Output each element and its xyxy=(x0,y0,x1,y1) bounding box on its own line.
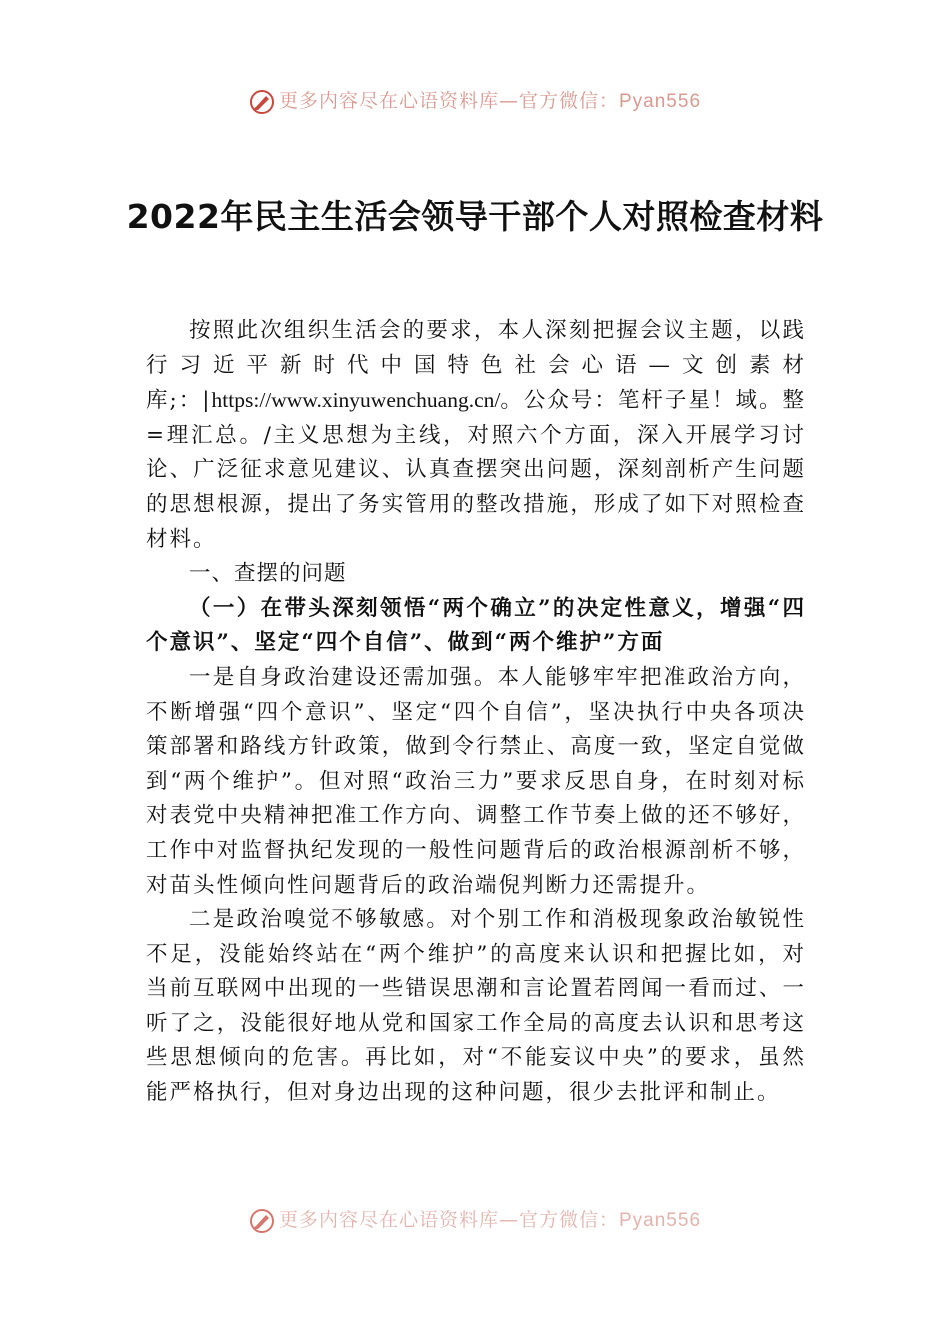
document-title: 2022年民主生活会领导干部个人对照检查材料 xyxy=(126,197,824,236)
intro-url: https://www.xinyuwenchuang.cn/ xyxy=(211,388,501,413)
pen-nib-logo-icon xyxy=(249,1208,275,1234)
body-paragraph-1: 一是自身政治建设还需加强。本人能够牢牢把准政治方向，不断增强“四个意识”、坚定“四个自信”，坚决执行中央各项决策部署和路线方针政策，做到令行禁止、高度一致，坚定自觉做到“两个维护”。但对照“政治三力”要求反思自身，在时刻对标对表党中央精神把准工作方向、调整工作节奏上做的还不够好，工作中对监督执纪发现的一般性问题背后的政治根源剖析不够，对苗头性倾向性问题背后的政治端倪判断力还需提升。 xyxy=(146,664,806,898)
pen-nib-logo-icon xyxy=(249,89,275,115)
section-heading: 一、查摆的问题 xyxy=(189,561,347,587)
watermark-wechat-id: Pyan556 xyxy=(619,1210,702,1231)
header-watermark xyxy=(0,86,950,115)
subsection-heading: （一）在带头深刻领悟“两个确立”的决定性意义，增强“四个意识”、坚定“四个自信”、做到“两个维护”方面 xyxy=(146,595,806,656)
intro-text-part2: 。公众号：笔杆子星！域。整=理汇总。/主义思想为主线，对照六个方面，深入开展学习讨论、广泛征求意见建议、认真查摆突出问题，深刻剖析产生问题的思想根源，提出了务实管用的整改措施，形成了如下对照检查材料。 xyxy=(146,388,806,552)
intro-text-part1: 按照此次组织生活会的要求，本人深刻把握会议主题，以践行习近平新时代中国特色社会心语—文创素材库;：| xyxy=(146,318,806,414)
watermark-text: 更多内容尽在心语资料库—官方微信： xyxy=(278,1209,619,1231)
footer-watermark xyxy=(0,1205,950,1234)
watermark-text: 更多内容尽在心语资料库—官方微信： xyxy=(278,90,619,112)
watermark-wechat-id: Pyan556 xyxy=(619,91,702,112)
body-paragraph-2: 二是政治嗅觉不够敏感。对个别工作和消极现象政治敏锐性不足，没能始终站在“两个维护”的高度来认识和把握比如，对当前互联网中出现的一些错误思潮和言论置若罔闻一看而过、一听了之，没能很好地从党和国家工作全局的高度去认识和思考这些思想倾向的危害。再比如，对“不能妄议中央”的要求，虽然能严格执行，但对身边出现的这种问题，很少去批评和制止。 xyxy=(146,907,806,1106)
intro-paragraph xyxy=(146,314,806,557)
document-body xyxy=(146,314,806,1111)
